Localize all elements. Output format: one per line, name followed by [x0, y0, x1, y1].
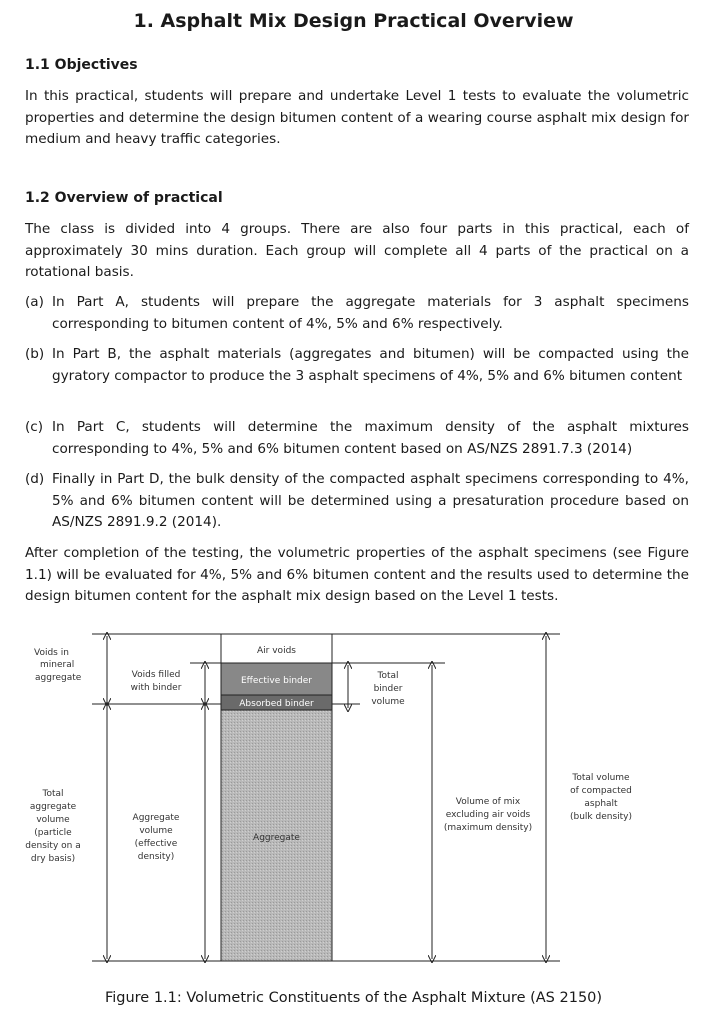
overview-heading: 1.2 Overview of practical: [25, 190, 223, 206]
vma-label-line: Voids in: [34, 648, 69, 658]
total-volume-label-line: Total volume: [572, 773, 630, 783]
list-item: [25, 292, 689, 335]
list-item-text: In Part C, students will determine the maximum density of the asphalt mixtures corresponding to 4%, 5% and 6% bitumen content based on AS/NZS 2891.7.3 (2014): [52, 419, 689, 457]
volumetric-diagram: [0, 620, 707, 980]
conclusion-paragraph: After completion of the testing, the volumetric properties of the asphalt specimens (see Figure 1.1) will be evaluated for 4%, 5% and 6% bitumen content and the results used to determine the design bitumen content for the asphalt mix design based on the Level 1 tests.: [25, 545, 689, 605]
air-voids-label: Air voids: [257, 646, 296, 656]
list-item-tag: (b): [25, 346, 45, 362]
aggregate-volume-label-line: volume: [139, 826, 173, 836]
aggregate-volume-label-line: (effective: [134, 839, 178, 849]
vma-label-line: aggregate: [35, 673, 82, 683]
total-binder-label-line: Total: [377, 671, 399, 681]
list-item: [25, 344, 689, 387]
total-volume-label-line: of compacted: [570, 786, 632, 796]
volume-mix-label-line: Volume of mix: [455, 797, 521, 807]
list-item-text: In Part B, the asphalt materials (aggregates and bitumen) will be compacted using the gyratory compactor to produce the 3 asphalt specimens of 4%, 5% and 6% bitumen content: [52, 346, 689, 384]
overview-intro: The class is divided into 4 groups. There are also four parts in this practical, each of approximately 30 mins duration. Each group will complete all 4 parts of the practical on a rotational basis.: [25, 221, 689, 281]
volume-mix-label-line: excluding air voids: [445, 810, 531, 820]
total-aggregate-label-line: volume: [36, 815, 70, 825]
list-item: [25, 417, 689, 460]
objectives-paragraph: In this practical, students will prepare and undertake Level 1 tests to evaluate the volumetric properties and determine the design bitumen content of a wearing course asphalt mix design for medium and heavy traffic categories.: [25, 88, 689, 148]
total-aggregate-label-line: dry basis): [30, 854, 76, 864]
list-item-tag: (a): [25, 294, 44, 310]
total-binder-label-line: binder: [373, 684, 403, 694]
vfb-label-line: Voids filled: [131, 670, 181, 680]
list-item: [25, 469, 689, 534]
aggregate-volume-label-line: Aggregate: [132, 813, 180, 823]
volume-mix-label-line: (maximum density): [443, 823, 533, 833]
total-aggregate-label-line: Total: [42, 789, 64, 799]
aggregate-volume-label-line: density): [137, 852, 175, 862]
list-item-text: In Part A, students will prepare the aggregate materials for 3 asphalt specimens corresponding to bitumen content of 4%, 5% and 6% respectively.: [52, 294, 689, 332]
list-item-text: Finally in Part D, the bulk density of the compacted asphalt specimens corresponding to 4%, 5% and 6% bitumen content will be determined using a presaturation procedure based on AS/NZS 2891.9.2 (2014).: [52, 471, 689, 531]
total-aggregate-label-line: density on a: [25, 841, 81, 851]
total-binder-label-line: volume: [371, 697, 405, 707]
vfb-label-line: with binder: [130, 683, 182, 693]
total-volume-label-line: (bulk density): [569, 812, 633, 822]
objectives-heading: 1.1 Objectives: [25, 57, 138, 73]
effective-binder-label: Effective binder: [241, 676, 312, 686]
total-volume-label-line: asphalt: [584, 799, 618, 809]
total-aggregate-label-line: (particle: [34, 828, 72, 838]
list-item-tag: (d): [25, 471, 45, 487]
absorbed-binder-label: Absorbed binder: [239, 699, 314, 709]
aggregate-label: Aggregate: [253, 833, 300, 843]
figure-caption: Figure 1.1: Volumetric Constituents of the Asphalt Mixture (AS 2150): [104, 990, 603, 1006]
vma-label-line: mineral: [40, 660, 75, 670]
total-aggregate-label-line: aggregate: [29, 802, 77, 812]
page-title: 1. Asphalt Mix Design Practical Overview: [133, 10, 574, 32]
list-item-tag: (c): [25, 419, 44, 435]
